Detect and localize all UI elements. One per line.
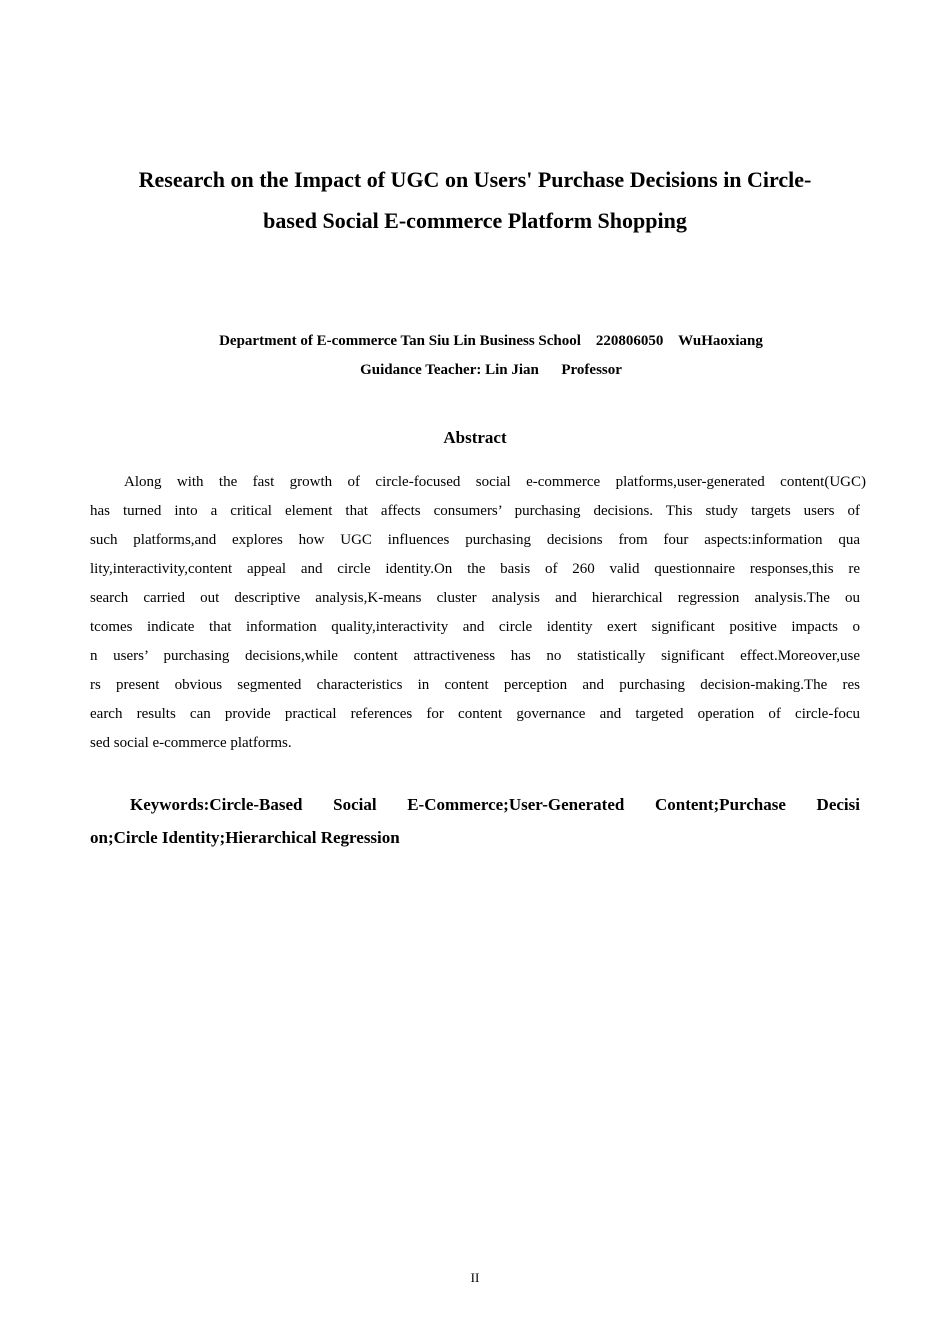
abstract-line: such platforms,and explores how UGC influences purchasing decisions from four aspects:information qua [90, 532, 860, 548]
abstract-line: earch results can provide practical references for content governance and targeted operation of circle-focu [90, 706, 860, 722]
author-affiliation-line: Department of E-commerce Tan Siu Lin Business School 220806050 WuHaoxiang [219, 333, 763, 349]
keywords-line-1: Keywords:Circle-Based Social E-Commerce;User-Generated Content;Purchase Decisi [130, 795, 860, 814]
page-number: II [470, 1270, 480, 1285]
abstract-line: sed social e-commerce platforms. [90, 735, 292, 751]
paper-title-line-2: based Social E-commerce Platform Shopping [263, 208, 687, 233]
keywords-line-2: on;Circle Identity;Hierarchical Regression [90, 828, 400, 847]
abstract-line: tcomes indicate that information quality,interactivity and circle identity exert significant positive impacts o [90, 619, 860, 635]
abstract-line: Along with the fast growth of circle-focused social e-commerce platforms,user-generated content(UGC) [124, 474, 866, 490]
guidance-teacher-line: Guidance Teacher: Lin Jian Professor [360, 362, 622, 378]
abstract-line: rs present obvious segmented characteristics in content perception and purchasing decision-making.The res [90, 677, 860, 693]
abstract-line: search carried out descriptive analysis,K-means cluster analysis and hierarchical regression analysis.The ou [90, 590, 860, 606]
abstract-line: n users’ purchasing decisions,while content attractiveness has no statistically significant effect.Moreover,use [90, 648, 860, 664]
abstract-line: lity,interactivity,content appeal and circle identity.On the basis of 260 valid questionnaire responses,this re [90, 561, 860, 577]
abstract-line: has turned into a critical element that affects consumers’ purchasing decisions. This study targets users of [90, 503, 860, 519]
keywords-section [90, 788, 860, 854]
abstract-heading: Abstract [443, 428, 507, 447]
abstract-body [90, 468, 866, 758]
paper-title-line-1: Research on the Impact of UGC on Users' Purchase Decisions in Circle- [138, 167, 812, 192]
